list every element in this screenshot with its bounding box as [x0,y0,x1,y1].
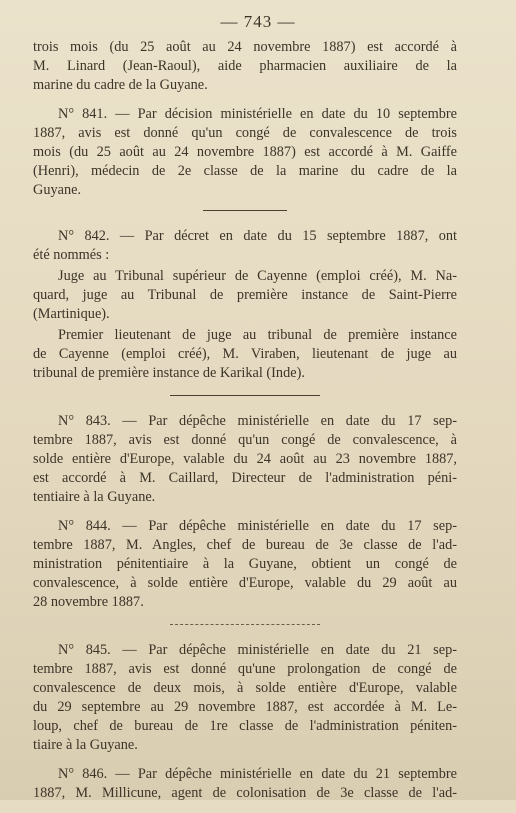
text-line: Juge au Tribunal supérieur de Cayenne (emploi créé), M. Na- [58,268,457,284]
text-line: N° 841. — Par décision ministérielle en date du 10 septembre [58,106,457,122]
paragraph-844 [33,517,457,612]
paragraph-842 [33,227,457,265]
text-line: solde entière d'Europe, valable du 24 août au 23 novembre 1887, [33,451,457,467]
text-line: M. Linard (Jean-Raoul), aide pharmacien auxiliaire de la [33,58,457,74]
text-line: 28 novembre 1887. [33,594,144,610]
paragraph-842-lieutenant [33,326,457,383]
paragraph-841 [33,105,457,200]
text-line: Guyane. [33,182,82,198]
text-line: (Martinique). [33,306,110,322]
text-line: N° 844. — Par dépêche ministérielle en date du 17 sep- [58,518,457,534]
text-line: quard, juge au Tribunal de première instance de Saint-Pierre [33,287,457,303]
paragraph-845 [33,641,457,755]
text-line: convalescence de deux mois, à solde entière d'Europe, valable [33,680,457,696]
text-line: 1887, M. Millicune, agent de colonisation de 3e classe de l'ad- [33,785,457,801]
text-line: Premier lieutenant de juge au tribunal de première instance [58,327,457,343]
text-line: tembre 1887, M. Angles, chef de bureau de 3e classe de l'ad- [33,537,457,553]
text-line: est accordé à M. Caillard, Directeur de l'administration péni- [33,470,457,486]
text-line: convalescence, à solde entière d'Europe, valable du 29 août au [33,575,457,591]
text-line: tembre 1887, avis est donné qu'un congé de convalescence, à [33,432,457,448]
text-line: tentiaire à la Guyane. [33,489,156,505]
paragraph-842-juge [33,267,457,324]
text-line: N° 842. — Par décret en date du 15 septembre 1887, ont [58,228,457,244]
text-line: 1887, avis est donné qu'un congé de convalescence de trois [33,125,457,141]
paragraph-846 [33,765,457,803]
text-line: ministration pénitentiaire à la Guyane, obtient un congé de [33,556,457,572]
text-line: (Henri), médecin de 2e classe de la marine du cadre de la [33,163,457,179]
text-line: N° 845. — Par dépêche ministérielle en date du 21 sep- [58,642,457,658]
text-line: de Cayenne (emploi créé), M. Viraben, lieutenant de juge au [33,346,457,362]
text-line: N° 843. — Par dépêche ministérielle en date du 17 sep- [58,413,457,429]
text-line: tribunal de première instance de Karikal (Inde). [33,365,305,381]
section-divider [170,395,320,396]
text-line: marine du cadre de la Guyane. [33,77,208,93]
text-line: tiaire à la Guyane. [33,737,138,753]
text-line: tembre 1887, avis est donné qu'une prolongation de congé de [33,661,457,677]
text-line: été nommés : [33,247,110,263]
text-line: N° 846. — Par dépêche ministérielle en date du 21 septembre [58,766,457,782]
paragraph-continuation [33,38,457,95]
page-number: — 743 — [220,12,296,31]
section-divider [170,624,320,625]
text-line: loup, chef de bureau de 1re classe de l'administration péniten- [33,718,457,734]
page-content [33,38,457,813]
text-line: mois (du 25 août au 24 novembre 1887) est accordé à M. Gaiffe [33,144,457,160]
paragraph-843 [33,412,457,507]
section-divider [203,210,287,211]
text-line: du 29 septembre au 29 novembre 1887, est accordée à M. Le- [33,699,457,715]
text-line: trois mois (du 25 août au 24 novembre 1887) est accordé à [33,39,457,55]
